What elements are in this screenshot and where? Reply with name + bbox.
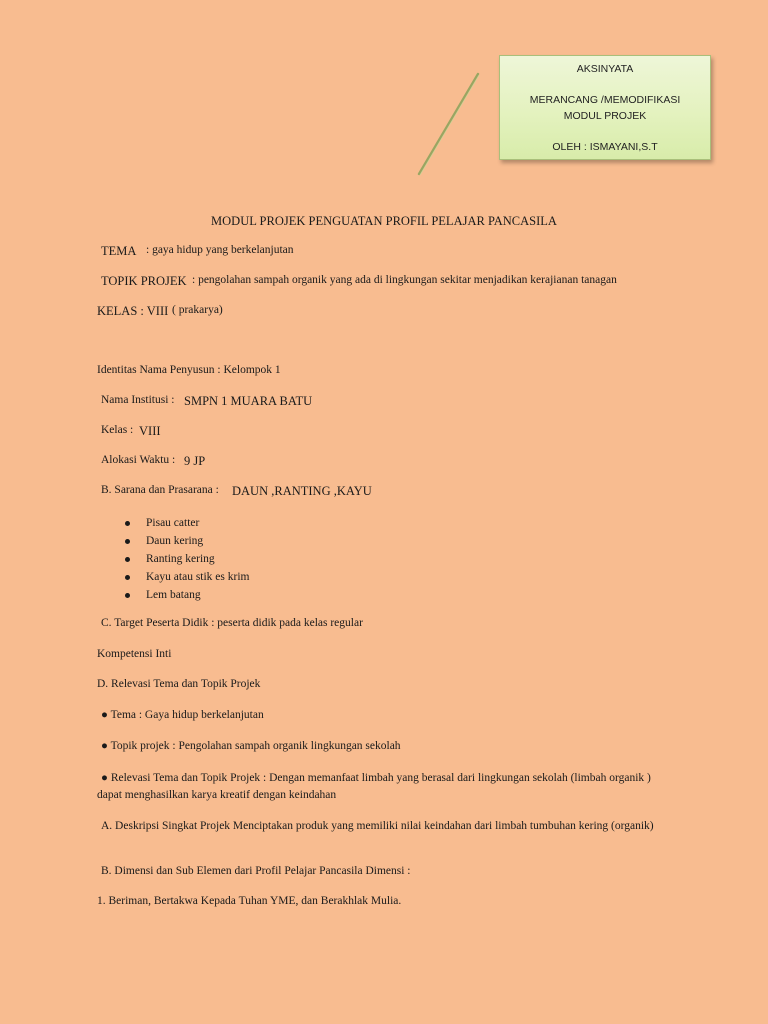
alokasi-value: 9 JP — [184, 454, 206, 468]
list-item: Pisau catter — [97, 514, 249, 532]
dimensi-item-1: 1. Beriman, Bertakwa Kepada Tuhan YME, dan Berakhlak Mulia. — [97, 895, 402, 907]
list-item: Ranting kering — [97, 550, 249, 568]
list-item: Lem batang — [97, 586, 249, 604]
sarana-list — [97, 514, 249, 604]
tema-bullet: ● Tema : Gaya hidup berkelanjutan — [101, 709, 264, 721]
kompetensi-inti: Kompetensi Inti — [97, 648, 172, 660]
bullet-icon — [125, 557, 130, 562]
callout-subtitle-2: MODUL PROJEK — [563, 110, 647, 122]
callout-subtitle-1: MERANCANG /MEMODIFIKASI — [529, 94, 681, 106]
deskripsi-projek: A. Deskripsi Singkat Projek Menciptakan produk yang memiliki nilai keindahan dari limbah tumbuhan kering (organik) — [101, 820, 654, 832]
kelas-value: ( prakarya) — [172, 304, 223, 316]
dimensi-heading: B. Dimensi dan Sub Elemen dari Profil Pelajar Pancasila Dimensi : — [101, 865, 411, 877]
relevansi-heading: D. Relevasi Tema dan Topik Projek — [97, 678, 261, 690]
institusi-value: SMPN 1 MUARA BATU — [184, 394, 313, 408]
kelas-2-value: VIII — [139, 424, 161, 438]
kelas-2-label: Kelas : — [101, 424, 134, 436]
list-item: Daun kering — [97, 532, 249, 550]
tema-value: : gaya hidup yang berkelanjutan — [146, 244, 294, 256]
bullet-icon — [125, 521, 130, 526]
alokasi-label: Alokasi Waktu : — [101, 454, 176, 466]
bullet-icon — [125, 593, 130, 598]
callout-title: AKSINYATA — [576, 63, 634, 75]
callout-author: OLEH : ISMAYANI,S.T — [552, 141, 658, 153]
list-item: Kayu atau stik es krim — [97, 568, 249, 586]
institusi-label: Nama Institusi : — [101, 394, 175, 406]
tema-label: TEMA — [101, 244, 137, 258]
relevansi-bullet: ● Relevasi Tema dan Topik Projek : Dengan memanfaat limbah yang berasal dari lingkungan sekolah (limbah organik ) dapat menghasilkan karya kreatif dengan keindahan — [97, 772, 651, 801]
bullet-icon — [125, 539, 130, 544]
author-callout-box — [499, 55, 711, 160]
identitas-penyusun: Identitas Nama Penyusun : Kelompok 1 — [97, 364, 281, 376]
bullet-icon — [125, 575, 130, 580]
page-title: MODUL PROJEK PENGUATAN PROFIL PELAJAR PANCASILA — [211, 214, 557, 228]
target-peserta: C. Target Peserta Didik : peserta didik pada kelas regular — [101, 617, 363, 629]
topik-value: : pengolahan sampah organik yang ada di lingkungan sekitar menjadikan kerajianan tanagan — [192, 274, 617, 286]
kelas-label: KELAS : VIII — [97, 304, 169, 318]
topik-label: TOPIK PROJEK — [101, 274, 187, 288]
sarana-label: B. Sarana dan Prasarana : — [101, 484, 219, 496]
topik-bullet: ● Topik projek : Pengolahan sampah organik lingkungan sekolah — [101, 740, 401, 752]
sarana-value: DAUN ,RANTING ,KAYU — [232, 484, 372, 498]
